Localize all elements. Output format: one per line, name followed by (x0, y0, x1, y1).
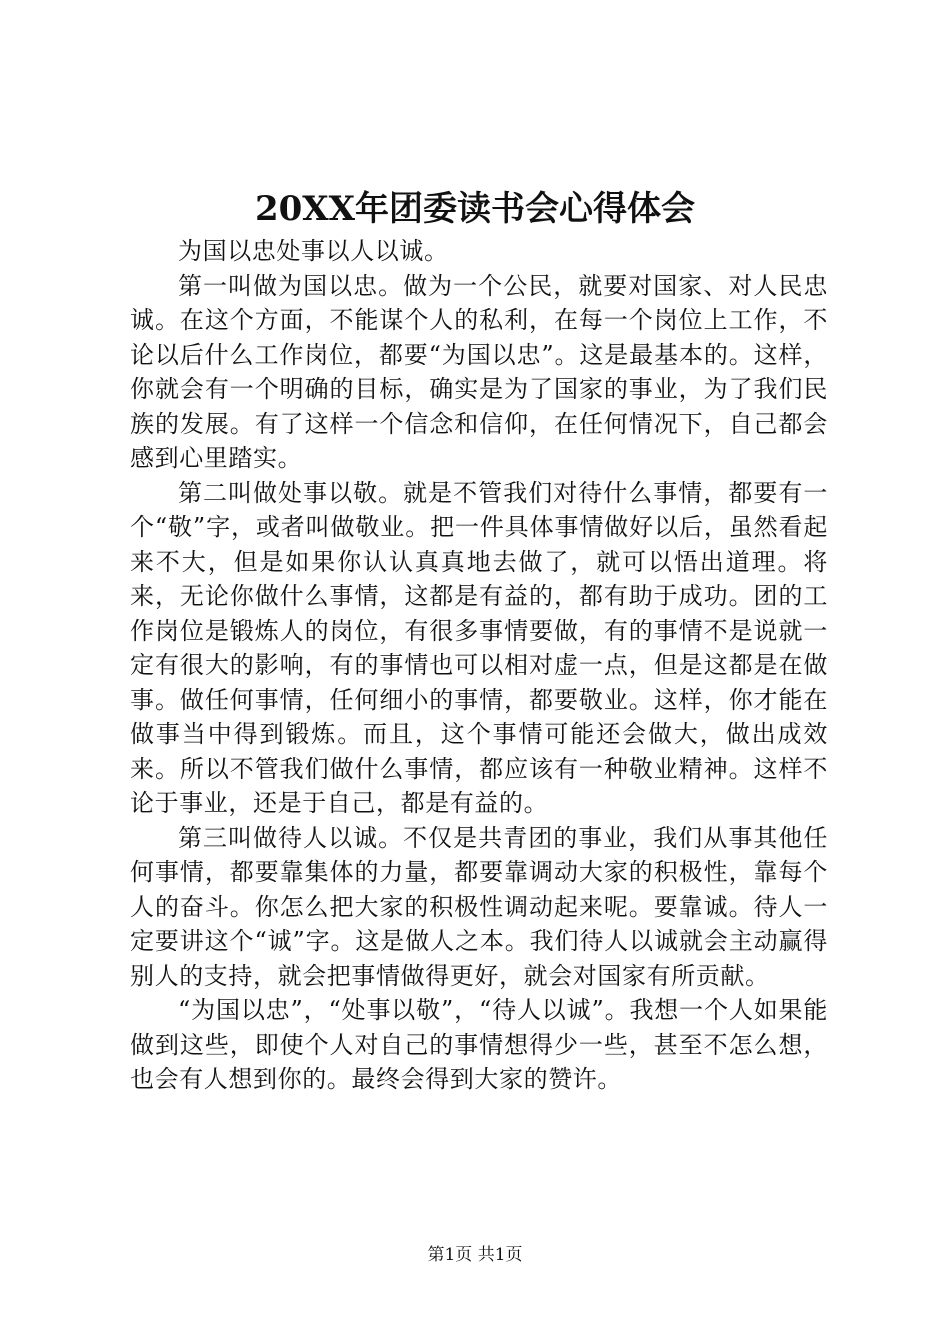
paragraph-conclusion: “为国以忠”，“处事以敬”，“待人以诚”。我想一个人如果能做到这些，即使个人对自己的事情想得少一些，甚至不怎么想，也会有人想到你的。最终会得到大家的赞许。 (130, 996, 828, 1093)
paragraph-sincerity: 第三叫做待人以诚。不仅是共青团的事业，我们从事其他任何事情，都要靠集体的力量，都要靠调动大家的积极性，靠每个人的奋斗。你怎么把大家的积极性调动起来呢。要靠诚。待人一定要讲这个“诚”字。这是做人之本。我们待人以诚就会主动赢得别人的支持，就会把事情做得更好，就会对国家有所贡献。 (130, 823, 828, 990)
page-number-footer: 第1页 共1页 (427, 1245, 523, 1265)
paragraph-loyalty: 第一叫做为国以忠。做为一个公民，就要对国家、对人民忠诚。在这个方面，不能谋个人的私利，在每一个岗位上工作，不论以后什么工作岗位，都要“为国以忠”。这是最基本的。这样，你就会有一个明确的目标，确实是为了国家的事业，为了我们民族的发展。有了这样一个信念和信仰，在任何情况下，自己都会感到心里踏实。 (130, 271, 828, 472)
paragraph-intro: 为国以忠处事以人以诚。 (178, 237, 449, 265)
document-title: 20XX年团委读书会心得体会 (254, 189, 696, 229)
paragraph-respect: 第二叫做处事以敬。就是不管我们对待什么事情，都要有一个“敬”字，或者叫做敬业。把一件具体事情做好以后，虽然看起来不大，但是如果你认认真真地去做了，就可以悟出道理。将来，无论你做什么事情，这都是有益的，都有助于成功。团的工作岗位是锻炼人的岗位，有很多事情要做，有的事情不是说就一定有很大的影响，有的事情也可以相对虚一点，但是这都是在做事。做任何事情，任何细小的事情，都要敬业。这样，你才能在做事当中得到锻炼。而且，这个事情可能还会做大，做出成效来。所以不管我们做什么事情，都应该有一种敬业精神。这样不论于事业，还是于自己，都是有益的。 (130, 478, 828, 817)
document-body (130, 234, 828, 1097)
